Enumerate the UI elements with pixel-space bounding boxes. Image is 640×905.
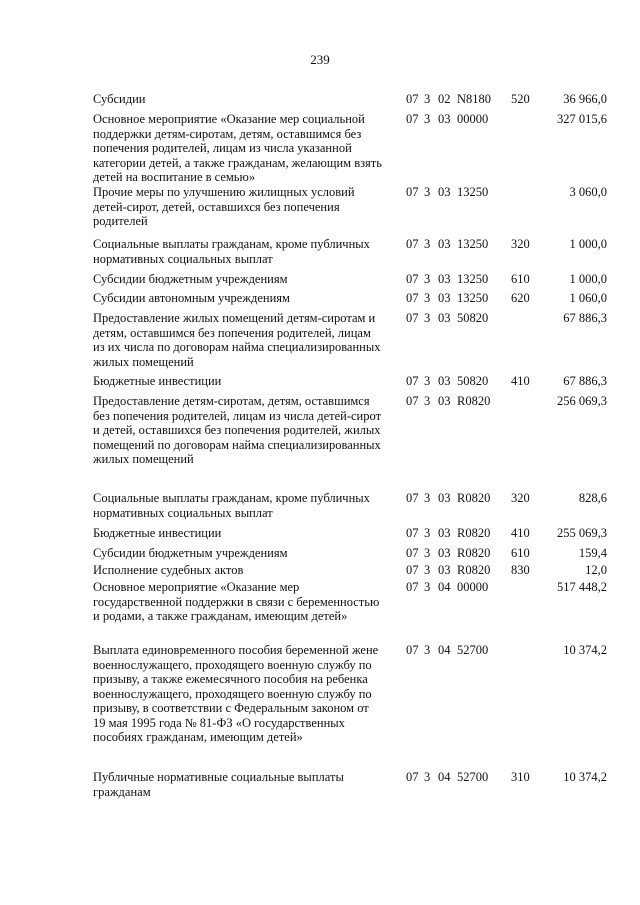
table-row [93,185,613,229]
code-section: 07 [406,237,419,251]
code-subprogram: 03 [438,491,451,505]
code-section: 07 [406,272,419,286]
code-subprogram: 03 [438,563,451,577]
code-section: 07 [406,491,419,505]
code-direction: R0820 [457,563,491,577]
table-row [93,563,613,578]
code-expense-type: 620 [511,291,530,305]
code-program: 3 [424,112,431,126]
code-subprogram: 02 [438,92,451,106]
code-expense-type: 830 [511,563,530,577]
table-row [93,272,613,287]
code-subprogram: 03 [438,237,451,251]
code-expense-type: 610 [511,546,530,560]
row-name: Основное мероприятие «Оказание мер социальной поддержки детям-сиротам, детям, оставшимся без попечения родителей, лицам из числа указанной категории детей, а также гражданам, желающим взять детей на воспитание в семью» [93,112,382,184]
code-section: 07 [406,311,419,325]
code-section: 07 [406,526,419,540]
table-row [93,770,613,799]
row-amount: 1 000,0 [569,272,607,286]
table-row [93,311,613,369]
row-name: Исполнение судебных актов [93,563,244,577]
row-name: Прочие меры по улучшению жилищных условий детей-сирот, детей, оставшихся без попечения родителей [93,185,355,228]
code-program: 3 [424,394,431,408]
code-expense-type: 320 [511,491,530,505]
row-amount: 36 966,0 [563,92,607,106]
row-name: Бюджетные инвестиции [93,526,222,540]
code-subprogram: 03 [438,272,451,286]
page-number: 239 [310,52,330,67]
row-name: Субсидии бюджетным учреждениям [93,272,288,286]
code-subprogram: 03 [438,291,451,305]
code-direction: 50820 [457,311,489,325]
code-direction: 13250 [457,291,489,305]
code-direction: 13250 [457,237,489,251]
code-direction: 00000 [457,580,489,594]
row-name: Предоставление детям-сиротам, детям, оставшимся без попечения родителей, лицам из числа детей-сирот и детей, оставшихся без попечения родителей, жилых помещений по договорам найма специализированных жилых помещений [93,394,382,466]
code-program: 3 [424,237,431,251]
code-program: 3 [424,526,431,540]
code-direction: 52700 [457,770,489,784]
code-subprogram: 03 [438,546,451,560]
code-program: 3 [424,311,431,325]
row-amount: 327 015,6 [557,112,607,126]
code-subprogram: 04 [438,643,451,657]
code-program: 3 [424,546,431,560]
code-program: 3 [424,185,431,199]
code-direction: R0820 [457,546,491,560]
code-expense-type: 610 [511,272,530,286]
row-amount: 67 886,3 [563,374,607,388]
table-row [93,580,613,624]
row-amount: 255 069,3 [557,526,607,540]
code-section: 07 [406,92,419,106]
code-subprogram: 04 [438,580,451,594]
code-section: 07 [406,185,419,199]
row-amount: 67 886,3 [563,311,607,325]
code-subprogram: 03 [438,374,451,388]
code-direction: 52700 [457,643,489,657]
row-amount: 1 060,0 [569,291,607,305]
code-expense-type: 320 [511,237,530,251]
table-row [93,491,613,520]
table-row [93,546,613,561]
code-subprogram: 03 [438,185,451,199]
code-section: 07 [406,394,419,408]
row-name: Субсидии автономным учреждениям [93,291,290,305]
code-subprogram: 04 [438,770,451,784]
row-amount: 12,0 [585,563,607,577]
code-section: 07 [406,291,419,305]
code-direction: 13250 [457,272,489,286]
table-row [93,643,613,745]
row-name: Выплата единовременного пособия беременной жене военнослужащего, проходящего военную службу по призыву, а также ежемесячного пособия на ребенка военнослужащего, проходящего военную службу по призыву, в соответствии с Федеральным законом от 19 мая 1995 года № 81-ФЗ «О государственных пособиях гражданам, имеющим детей» [93,643,379,744]
code-program: 3 [424,491,431,505]
code-direction: R0820 [457,394,491,408]
code-program: 3 [424,374,431,388]
table-row [93,92,613,107]
row-name: Социальные выплаты гражданам, кроме публичных нормативных социальных выплат [93,491,370,520]
code-section: 07 [406,546,419,560]
row-name: Публичные нормативные социальные выплаты гражданам [93,770,344,799]
code-subprogram: 03 [438,526,451,540]
code-direction: R0820 [457,491,491,505]
code-program: 3 [424,580,431,594]
code-section: 07 [406,112,419,126]
code-program: 3 [424,563,431,577]
row-name: Субсидии [93,92,146,106]
code-direction: 13250 [457,185,489,199]
row-name: Социальные выплаты гражданам, кроме публичных нормативных социальных выплат [93,237,370,266]
code-section: 07 [406,770,419,784]
row-amount: 1 000,0 [569,237,607,251]
code-expense-type: 410 [511,526,530,540]
table-row [93,394,613,467]
table-row [93,291,613,306]
row-amount: 3 060,0 [569,185,607,199]
row-amount: 10 374,2 [563,770,607,784]
row-name: Основное мероприятие «Оказание мер государственной поддержки в связи с беременностью и родами, а также гражданам, имеющим детей» [93,580,380,623]
table-row [93,374,613,389]
code-subprogram: 03 [438,394,451,408]
table-row [93,237,613,266]
row-amount: 256 069,3 [557,394,607,408]
code-expense-type: 310 [511,770,530,784]
code-section: 07 [406,374,419,388]
code-section: 07 [406,643,419,657]
code-program: 3 [424,92,431,106]
row-amount: 828,6 [578,491,607,505]
code-program: 3 [424,272,431,286]
code-direction: 50820 [457,374,489,388]
row-name: Субсидии бюджетным учреждениям [93,546,288,560]
table-row [93,112,613,185]
code-subprogram: 03 [438,311,451,325]
code-program: 3 [424,643,431,657]
code-direction: N8180 [457,92,492,106]
table-row [93,526,613,541]
row-amount: 517 448,2 [557,580,607,594]
row-amount: 159,4 [578,546,607,560]
code-direction: R0820 [457,526,491,540]
code-section: 07 [406,580,419,594]
row-name: Предоставление жилых помещений детям-сиротам и детям, оставшимся без попечения родителей, лицам из их числа по договорам найма специализированных жилых помещений [93,311,381,369]
row-amount: 10 374,2 [563,643,607,657]
row-name: Бюджетные инвестиции [93,374,222,388]
code-program: 3 [424,291,431,305]
code-section: 07 [406,563,419,577]
code-subprogram: 03 [438,112,451,126]
code-expense-type: 520 [511,92,530,106]
code-program: 3 [424,770,431,784]
code-expense-type: 410 [511,374,530,388]
code-direction: 00000 [457,112,489,126]
